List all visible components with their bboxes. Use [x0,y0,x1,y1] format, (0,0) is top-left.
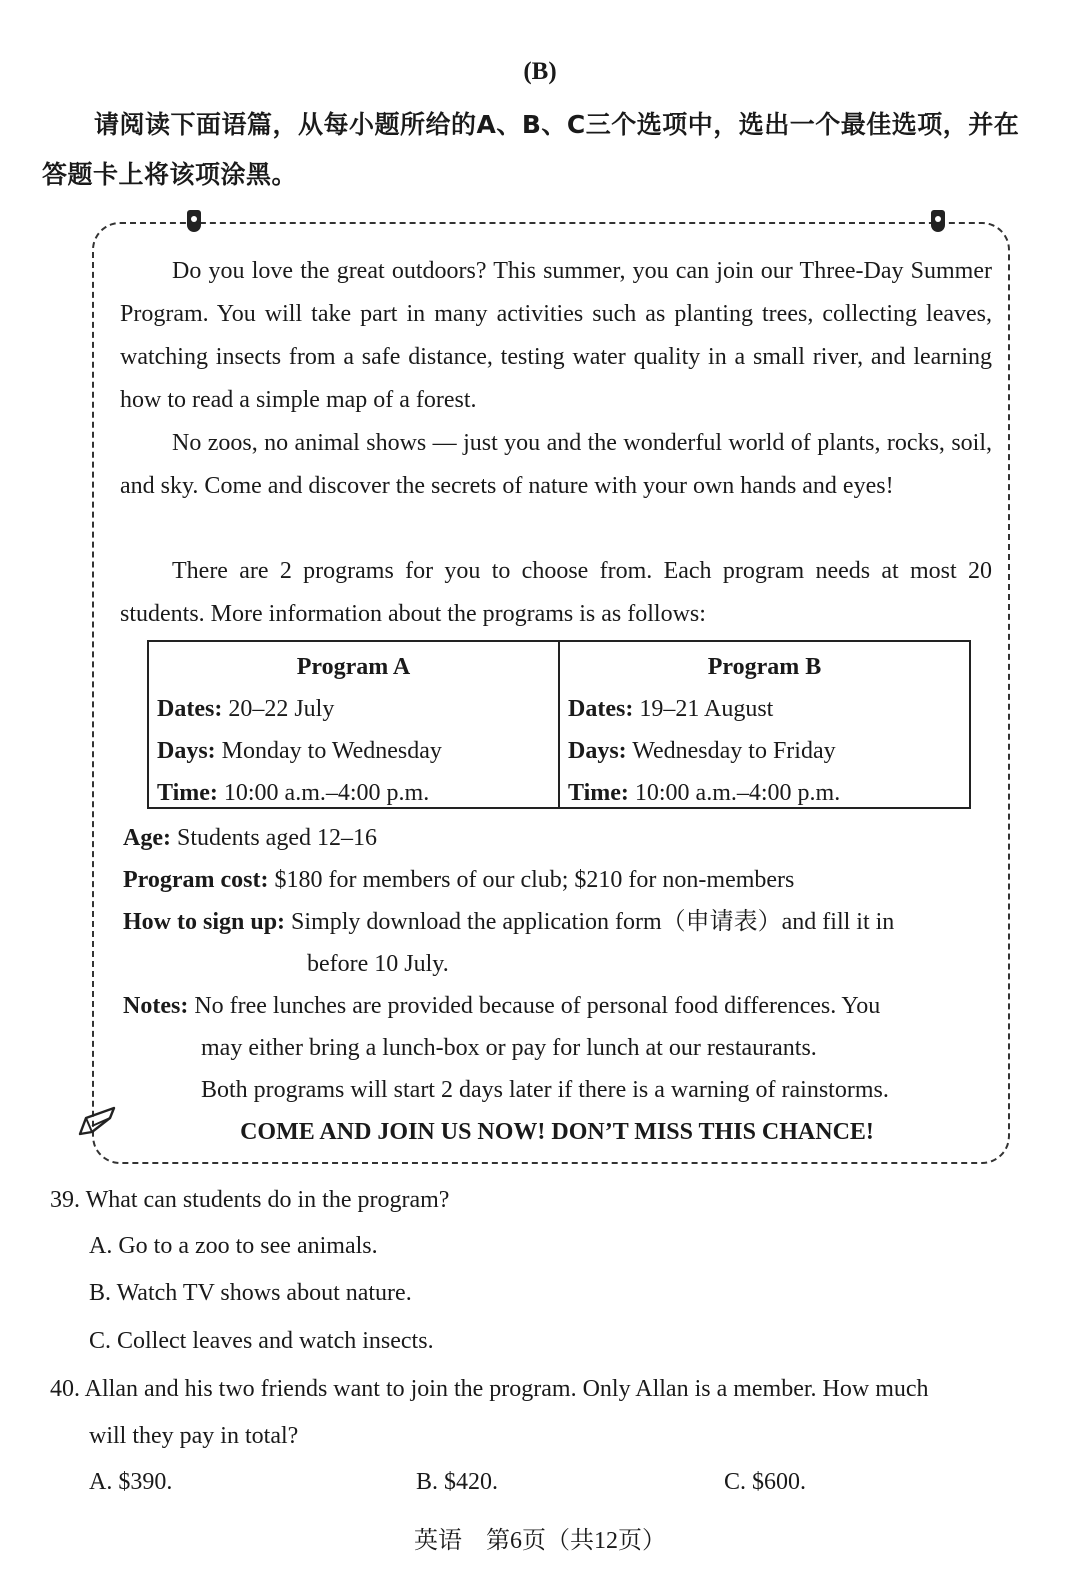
program-b-days: Wednesday to Friday [632,738,836,764]
age-line [123,817,377,859]
pin-icon [931,210,945,232]
passage-paragraph-3: There are 2 programs for you to choose from. Each program needs at most 20 students. More information about the programs is as follows: [120,558,992,627]
instructions: 请阅读下面语篇，从每小题所给的A、B、C三个选项中，选出一个最佳选项，并在答题卡上将该项涂黑。 [42,110,1020,189]
question-40-option-a[interactable]: A. $390. [89,1469,173,1495]
question-39: 39. What can students do in the program? [50,1187,450,1213]
notes-value: No free lunches are provided because of personal food differences. You [194,993,881,1019]
program-a-dates: 20–22 July [228,696,335,722]
dates-label: Dates: [568,696,634,722]
program-b-title: Program B [707,654,822,680]
section-label: (B) [523,58,557,85]
days-label: Days: [568,738,627,764]
signup-line [123,901,894,943]
pin-icon [187,210,201,232]
question-40-continued: will they pay in total? [89,1423,299,1449]
question-39-option-a[interactable]: A. Go to a zoo to see animals. [89,1233,378,1259]
program-table [147,640,971,809]
program-a-column [149,642,558,807]
program-a-time: 10:00 a.m.–4:00 p.m. [223,780,430,806]
question-40-option-c[interactable]: C. $600. [724,1469,807,1495]
passage-paragraph-2: No zoos, no animal shows — just you and the wonderful world of plants, rocks, soil, and sky. Come and discover the secrets of nature with your own hands and eyes! [120,430,992,499]
notes-line [123,985,880,1027]
signup-continued: before 10 July. [307,951,449,977]
slogan: COME AND JOIN US NOW! DON’T MISS THIS CHANCE! [240,1119,874,1145]
time-label: Time: [157,780,218,806]
age-value: Students aged 12–16 [176,825,377,851]
time-label: Time: [568,780,629,806]
question-39-option-c[interactable]: C. Collect leaves and watch insects. [89,1328,434,1354]
program-a-title: Program A [296,654,411,680]
question-40: 40. Allan and his two friends want to join the program. Only Allan is a member. How much [50,1376,929,1402]
program-b-column [558,642,969,807]
signup-value: Simply download the application form（申请表）and fill it in [291,909,895,935]
signup-label: How to sign up: [123,909,286,935]
cost-label: Program cost: [123,867,269,893]
program-b-dates: 19–21 August [639,696,774,722]
days-label: Days: [157,738,216,764]
question-40-option-b[interactable]: B. $420. [416,1469,499,1495]
cost-line [123,859,794,901]
age-label: Age: [123,825,171,851]
passage-paragraph-1: Do you love the great outdoors? This summer, you can join our Three-Day Summer Program. You will take part in many activities such as planting trees, collecting leaves, watching insects from a safe distance, testing water quality in a small river, and learning how to read a simple map of a forest. [120,258,992,413]
notes-continued: may either bring a lunch-box or pay for lunch at our restaurants. [201,1035,817,1061]
notes-rain: Both programs will start 2 days later if there is a warning of rainstorms. [201,1077,889,1103]
page-footer: 英语 第6页（共12页） [414,1528,666,1554]
notes-label: Notes: [123,993,189,1019]
dates-label: Dates: [157,696,223,722]
program-a-days: Monday to Wednesday [221,738,442,764]
cost-value: $180 for members of our club; $210 for non-members [274,867,795,893]
question-39-option-b[interactable]: B. Watch TV shows about nature. [89,1280,412,1306]
program-b-time: 10:00 a.m.–4:00 p.m. [634,780,841,806]
